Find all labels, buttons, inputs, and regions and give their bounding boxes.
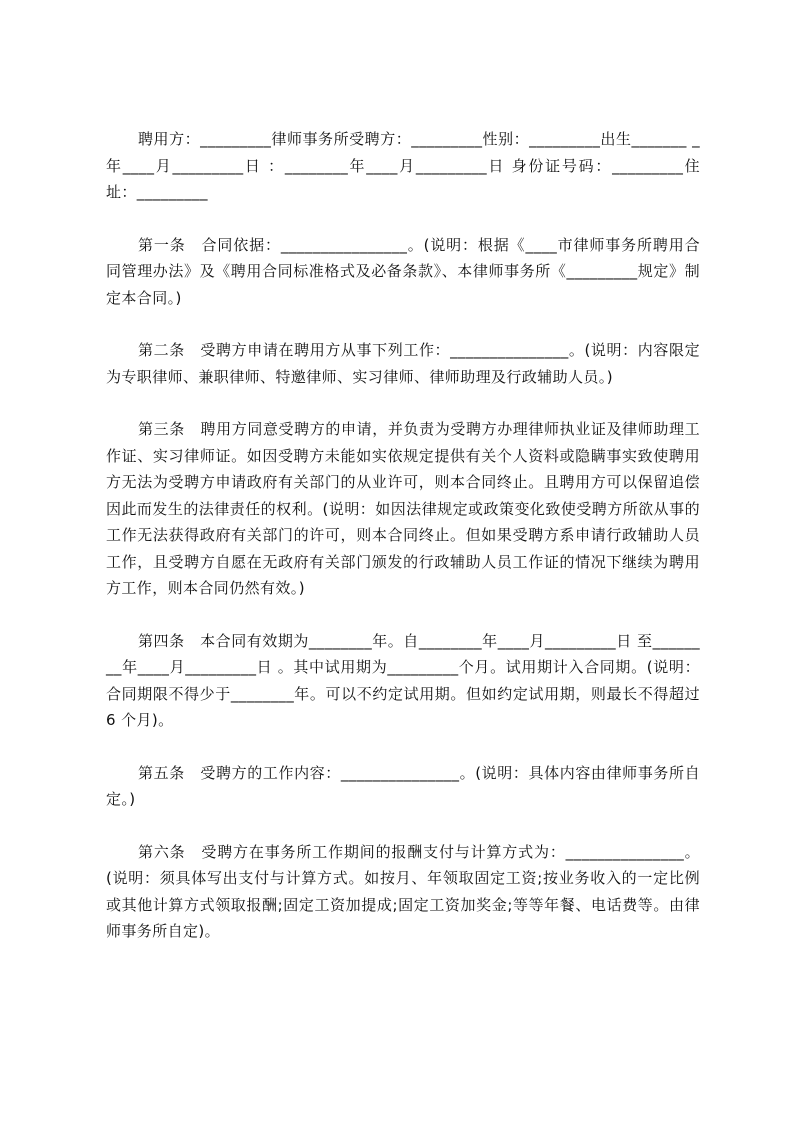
article-1-paragraph: 第一条 合同依据：________________。(说明：根据《____市律师事务所聘用合同管理办法》及《聘用合同标准格式及必备条款》、本律师事务所《_________规定》制定本合同。): [106, 235, 700, 307]
article-4-paragraph: 第四条 本合同有效期为________年。自________年____月_________日 至________年____月_________日 。其中试用期为_________个月。试用期计入合同期。(说明：合同期限不得少于________年。可以不约定试用期。但如约定试用期，则最长不得超过 6 个月)。: [106, 631, 700, 729]
article-3-paragraph: 第三条 聘用方同意受聘方的申请，并负责为受聘方办理律师执业证及律师助理工作证、实习律师证。如因受聘方未能如实依规定提供有关个人资料或隐瞒事实致使聘用方无法为受聘方申请政府有关部门的从业许可，则本合同终止。且聘用方可以保留追偿因此而发生的法律责任的权利。(说明：如因法律规定或政策变化致使受聘方所欲从事的工作无法获得政府有关部门的许可，则本合同终止。但如果受聘方系申请行政辅助人员工作，且受聘方自愿在无政府有关部门颁发的行政辅助人员工作证的情况下继续为聘用方工作，则本合同仍然有效。): [106, 420, 700, 597]
article-2-paragraph: 第二条 受聘方申请在聘用方从事下列工作：_______________。(说明：内容限定为专职律师、兼职律师、特邀律师、实习律师、律师助理及行政辅助人员。): [106, 341, 700, 386]
article-5-paragraph: 第五条 受聘方的工作内容：_______________。(说明：具体内容由律师事务所自定。): [106, 763, 700, 808]
article-6-paragraph: 第六条 受聘方在事务所工作期间的报酬支付与计算方式为：_______________。(说明：须具体写出支付与计算方式。如按月、年领取固定工资;按业务收入的一定比例或其他计算方式领取报酬;固定工资加提成;固定工资加奖金;等等年餐、电话费等。由律师事务所自定)。: [106, 842, 700, 940]
contract-body: [106, 126, 700, 971]
party-info-paragraph: 聘用方：_________律师事务所受聘方：_________性别：_________出生_______ _年____月_________日 ：________年____月_________日 身份证号码：_________住址：_________: [106, 130, 700, 201]
